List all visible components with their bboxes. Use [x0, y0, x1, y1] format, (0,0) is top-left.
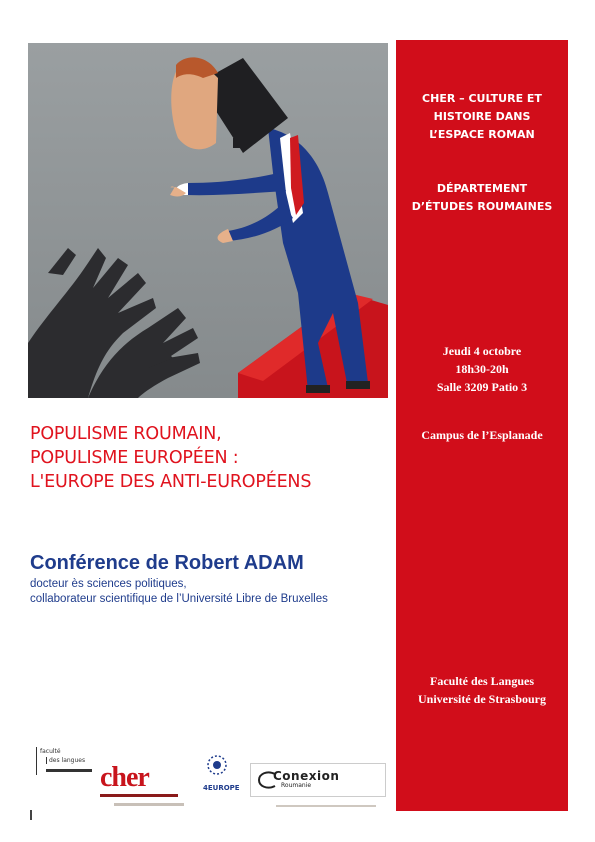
megaphone-man-illustration [28, 43, 388, 398]
corner-mark [30, 810, 32, 820]
conexion-logo: Conexion Roumanie [250, 763, 386, 797]
university-line: Université de Strasbourg [418, 692, 546, 706]
partner-logos [28, 745, 388, 820]
org-line: CHER – CULTURE ET [422, 92, 542, 105]
speaker-desc-line: docteur ès sciences politiques, [30, 578, 187, 590]
conference-title [30, 422, 311, 494]
campus-name: Campus de l’Esplanade [421, 428, 543, 442]
faculty-line: Faculté des Langues [429, 674, 534, 688]
speaker-name: Conférence de Robert ADAM [30, 552, 304, 574]
europe-stars-icon [203, 753, 239, 779]
event-room: Salle 3209 Patio 3 [436, 380, 528, 394]
speaker-description [30, 577, 328, 607]
faculte-logo: faculté des langues [36, 747, 96, 777]
poster-illustration [28, 43, 388, 398]
event-details [396, 342, 568, 396]
title-line: POPULISME EUROPÉEN : [30, 448, 239, 468]
org-line: HISTOIRE DANS [433, 110, 531, 123]
europe-logo: 4EUROPE [203, 753, 239, 793]
dept-line: DÉPARTEMENT [436, 182, 528, 195]
organization-block [396, 90, 568, 144]
cher-logo: cher [100, 763, 180, 797]
title-line: L'EUROPE DES ANTI-EUROPÉENS [30, 472, 312, 492]
event-time: 18h30-20h [455, 362, 509, 376]
org-line: L’ESPACE ROMAN [429, 128, 535, 141]
event-date: Jeudi 4 octobre [442, 344, 522, 358]
connexion-swirl-icon [257, 770, 277, 790]
dept-line: D’ÉTUDES ROUMAINES [411, 200, 553, 213]
title-line: POPULISME ROUMAIN, [30, 424, 222, 444]
faculty-block [396, 672, 568, 708]
info-sidebar [396, 40, 568, 811]
campus-block [396, 426, 568, 444]
department-block [396, 180, 568, 216]
speaker-desc-line: collaborateur scientifique de l’Université Libre de Bruxelles [30, 593, 328, 605]
